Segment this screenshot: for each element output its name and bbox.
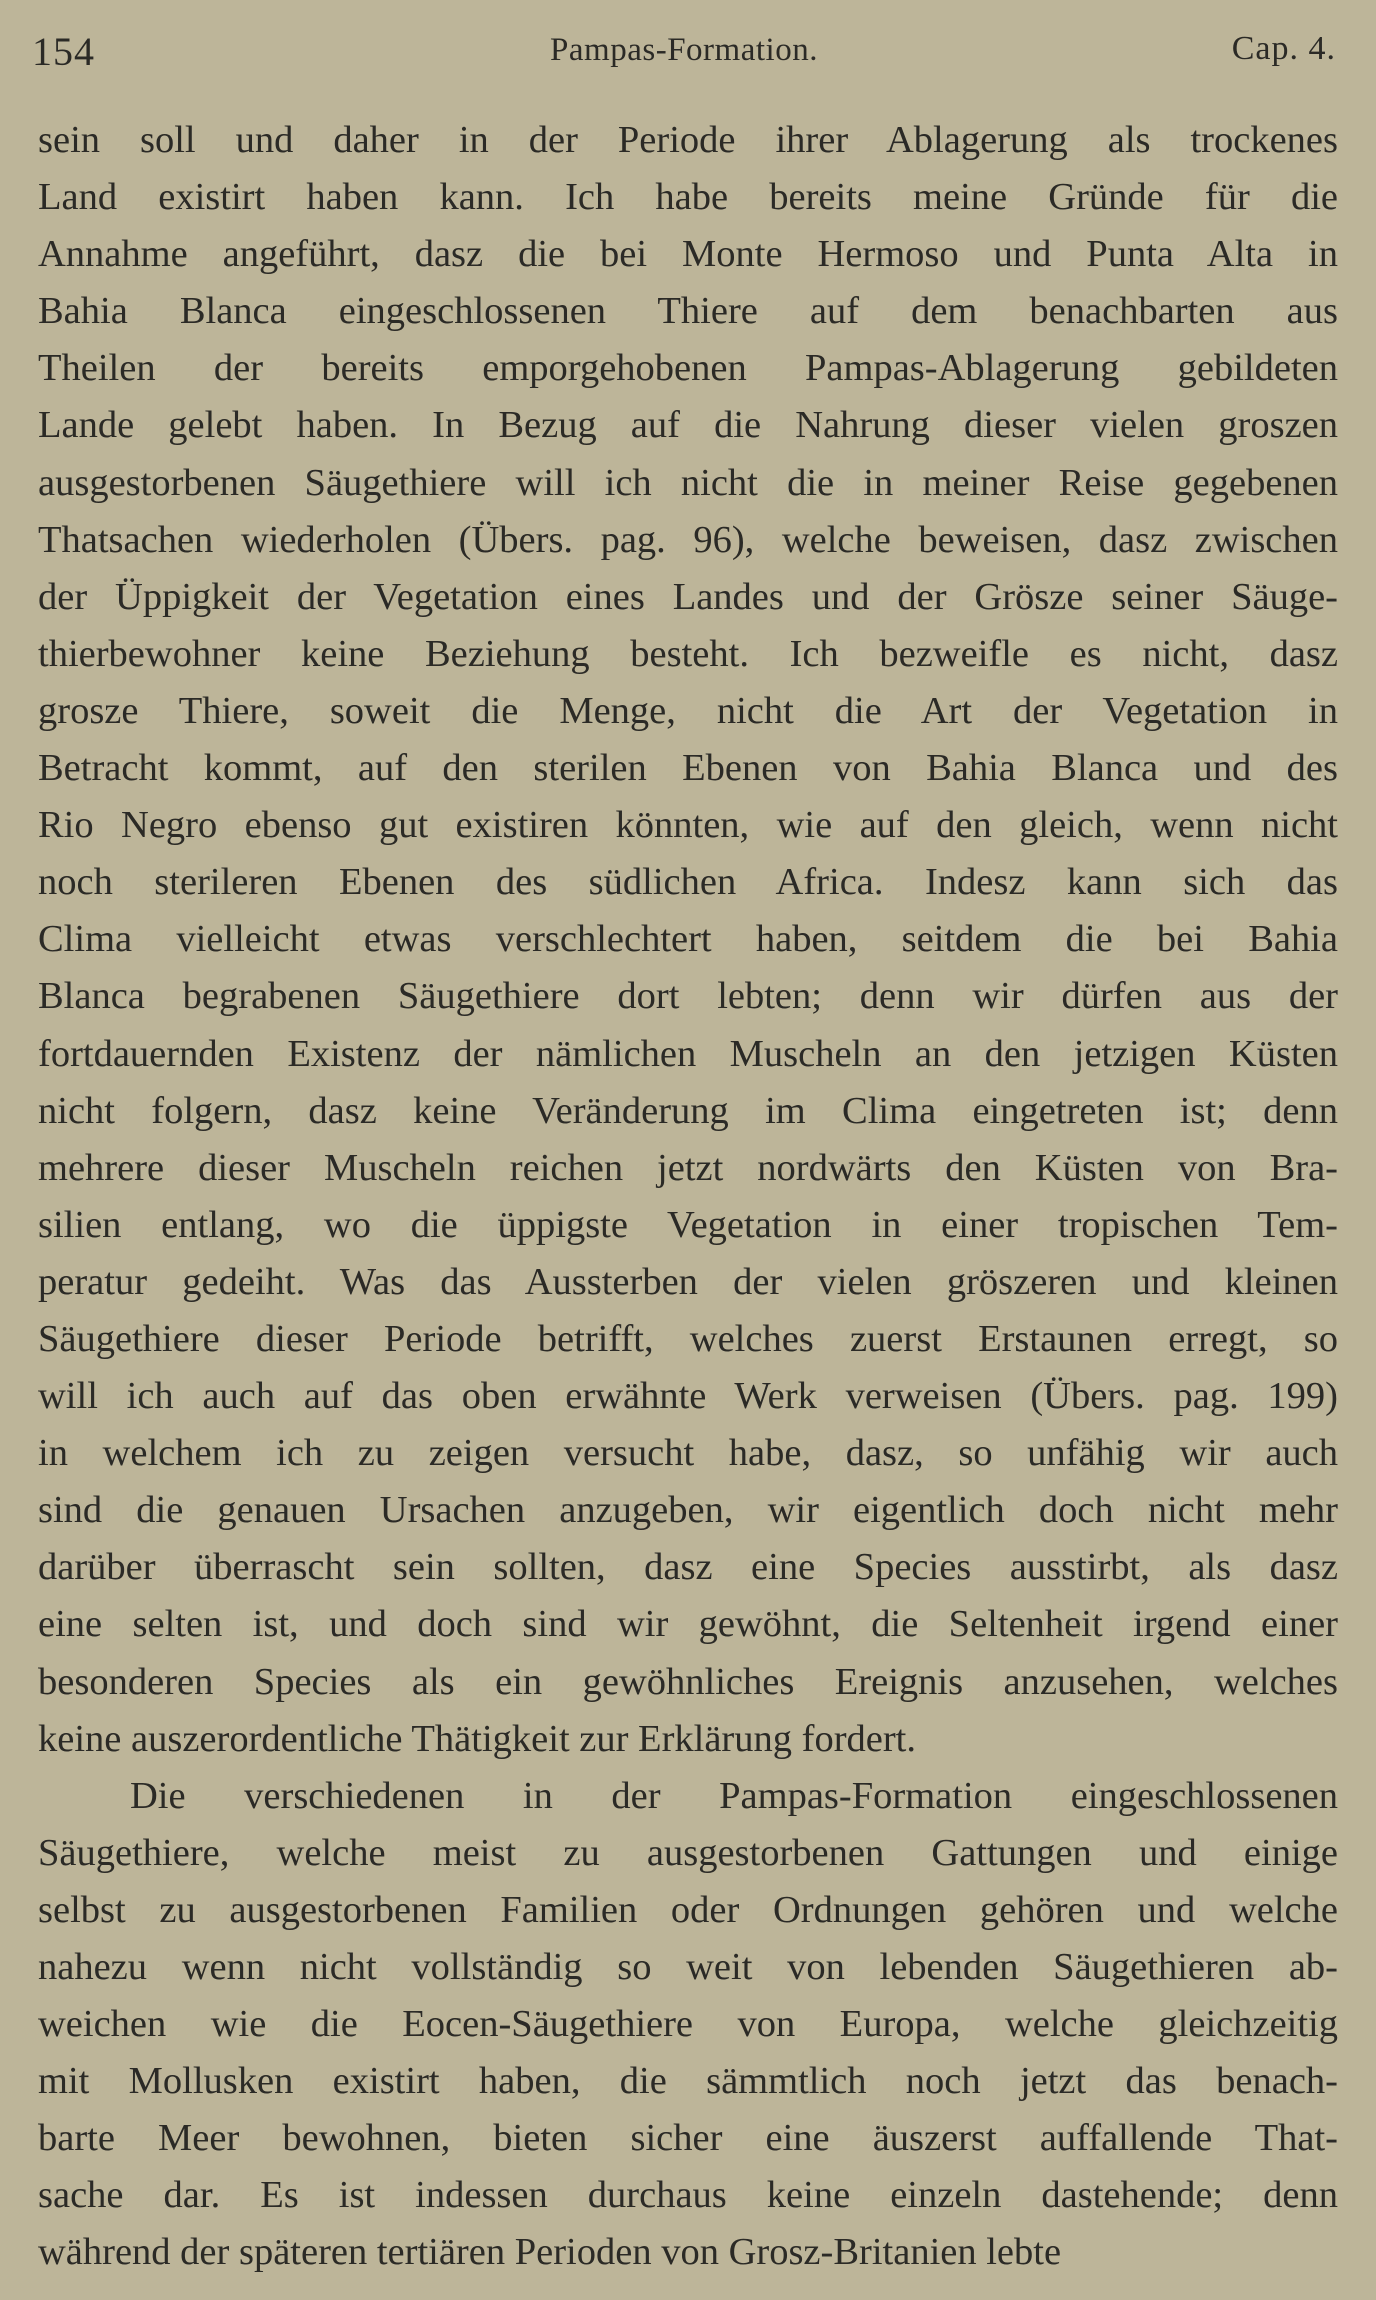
text-line: besonderen Species als ein gewöhnliches Ereignis anzusehen, welches xyxy=(38,1660,1338,1703)
page-header xyxy=(32,28,1336,78)
paragraph-2 xyxy=(38,1768,1338,2282)
text-line: Annahme angeführt, dasz die bei Monte Hermoso und Punta Alta in xyxy=(38,233,1338,276)
text-line: weichen wie die Eocen-Säugethiere von Europa, welche gleichzeitig xyxy=(38,2003,1338,2046)
text-line: der Üppigkeit der Vegetation eines Landes und der Grösze seiner Säuge- xyxy=(38,575,1338,618)
text-line: Rio Negro ebenso gut existiren könnten, wie auf den gleich, wenn nicht xyxy=(38,804,1338,847)
text-line: ausgestorbenen Säugethiere will ich nicht die in meiner Reise gegebenen xyxy=(38,461,1338,504)
text-line: sein soll und daher in der Periode ihrer Ablagerung als trockenes xyxy=(38,119,1338,161)
running-title: Pampas-Formation. xyxy=(550,32,818,68)
text-line: Thatsachen wiederholen (Übers. pag. 96), welche beweisen, dasz zwischen xyxy=(38,518,1338,561)
text-line: nahezu wenn nicht vollständig so weit von lebenden Säugethieren ab- xyxy=(38,1946,1338,1988)
text-line: will ich auch auf das oben erwähnte Werk verweisen (Übers. pag. 199) xyxy=(38,1375,1338,1418)
text-line: silien entlang, wo die üppigste Vegetation in einer tropischen Tem- xyxy=(38,1203,1338,1246)
text-line: Lande gelebt haben. In Bezug auf die Nahrung dieser vielen groszen xyxy=(38,404,1338,447)
text-line: noch sterileren Ebenen des südlichen Africa. Indesz kann sich das xyxy=(38,861,1338,904)
text-line: Clima vielleicht etwas verschlechtert haben, seitdem die bei Bahia xyxy=(38,918,1338,961)
text-line: grosze Thiere, soweit die Menge, nicht die Art der Vegetation in xyxy=(38,689,1338,732)
text-line: während der späteren tertiären Perioden von Grosz-Britanien lebte xyxy=(38,2231,1062,2274)
text-line: Blanca begrabenen Säugethiere dort lebten; denn wir dürfen aus der xyxy=(38,975,1338,1018)
text-line: keine auszerordentliche Thätigkeit zur Erklärung fordert. xyxy=(38,1717,916,1760)
text-line: Theilen der bereits emporgehobenen Pampas-Ablagerung gebildeten xyxy=(38,347,1338,390)
page-number: 154 xyxy=(32,29,95,74)
text-line: darüber überrascht sein sollten, dasz eine Species ausstirbt, als dasz xyxy=(38,1546,1338,1589)
text-line: nicht folgern, dasz keine Veränderung im Clima eingetreten ist; denn xyxy=(38,1089,1338,1132)
text-line: selbst zu ausgestorbenen Familien oder Ordnungen gehören und welche xyxy=(38,1888,1338,1931)
text-line: thierbewohner keine Beziehung besteht. Ich bezweifle es nicht, dasz xyxy=(38,632,1338,675)
text-line: Land existirt haben kann. Ich habe bereits meine Gründe für die xyxy=(38,176,1338,219)
text-line: Betracht kommt, auf den sterilen Ebenen von Bahia Blanca und des xyxy=(38,747,1338,790)
text-line: sind die genauen Ursachen anzugeben, wir eigentlich doch nicht mehr xyxy=(38,1489,1338,1532)
text-line: eine selten ist, und doch sind wir gewöhnt, die Seltenheit irgend einer xyxy=(38,1603,1338,1646)
text-line: in welchem ich zu zeigen versucht habe, dasz, so unfähig wir auch xyxy=(38,1432,1338,1475)
text-line: mehrere dieser Muscheln reichen jetzt nordwärts den Küsten von Bra- xyxy=(38,1146,1338,1189)
body-text xyxy=(38,112,1338,2282)
text-line: Säugethiere, welche meist zu ausgestorbenen Gattungen und einige xyxy=(38,1831,1338,1874)
text-line: peratur gedeiht. Was das Aussterben der vielen gröszeren und kleinen xyxy=(38,1260,1338,1303)
text-line: mit Mollusken existirt haben, die sämmtlich noch jetzt das benach- xyxy=(38,2060,1338,2103)
text-line: fortdauernden Existenz der nämlichen Muscheln an den jetzigen Küsten xyxy=(38,1032,1338,1075)
chapter-label: Cap. 4. xyxy=(1231,30,1336,67)
text-line: sache dar. Es ist indessen durchaus keine einzeln dastehende; denn xyxy=(38,2174,1338,2217)
text-line: Bahia Blanca eingeschlossenen Thiere auf dem benachbarten aus xyxy=(38,290,1338,333)
paragraph-1 xyxy=(38,112,1338,1768)
text-line: Die verschiedenen in der Pampas-Formation eingeschlossenen xyxy=(130,1774,1338,1817)
text-line: barte Meer bewohnen, bieten sicher eine äuszerst auffallende That- xyxy=(38,2117,1338,2160)
text-line: Säugethiere dieser Periode betrifft, welches zuerst Erstaunen erregt, so xyxy=(38,1317,1338,1360)
